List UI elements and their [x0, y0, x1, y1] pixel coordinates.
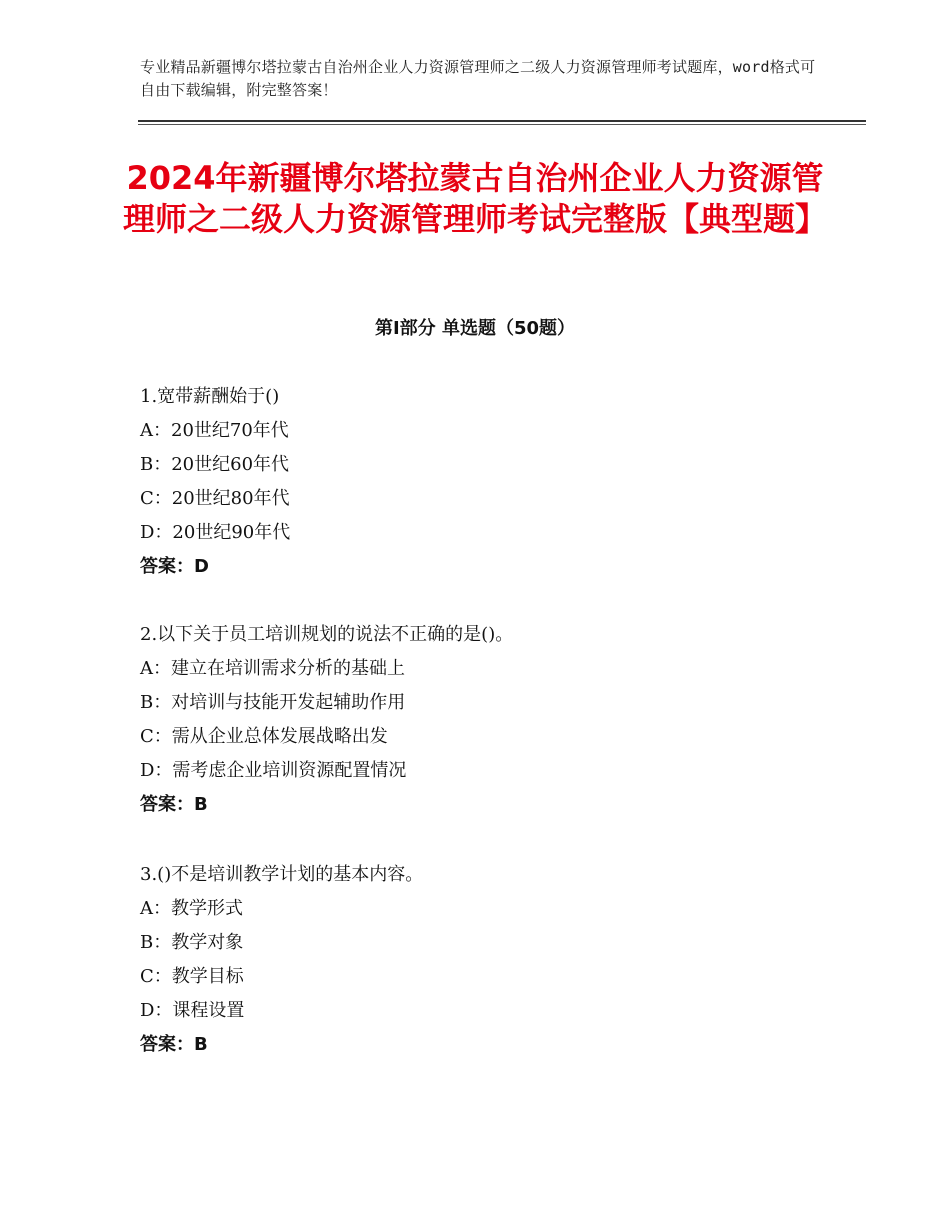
header-divider: [138, 120, 866, 126]
answer: 答案：B: [140, 1034, 208, 1055]
option-b: B：教学对象: [140, 932, 244, 953]
question-stem: 2.以下关于员工培训规划的说法不正确的是()。: [140, 624, 514, 645]
question-stem: 1.宽带薪酬始于(): [140, 386, 280, 407]
answer: 答案：D: [140, 556, 209, 577]
question-3: [140, 858, 840, 1062]
section-title: 第Ⅰ部分 单选题（50题）: [374, 318, 575, 339]
option-a: A：20世纪70年代: [140, 420, 289, 441]
answer: 答案：B: [140, 794, 208, 815]
question-stem: 3.()不是培训教学计划的基本内容。: [140, 864, 424, 885]
document-title: 2024年新疆博尔塔拉蒙古自治州企业人力资源管理师之二级人力资源管理师考试完整版【典型题】: [122, 159, 827, 238]
option-c: C：20世纪80年代: [140, 488, 290, 509]
option-b: B：对培训与技能开发起辅助作用: [140, 692, 406, 713]
option-c: C：需从企业总体发展战略出发: [140, 726, 388, 747]
option-b: B：20世纪60年代: [140, 454, 290, 475]
option-d: D：需考虑企业培训资源配置情况: [140, 760, 407, 781]
header-divider-thick: [138, 120, 866, 122]
question-2: [140, 618, 840, 822]
header-divider-thin: [138, 124, 866, 125]
option-a: A：教学形式: [140, 898, 243, 919]
header-note: 专业精品新疆博尔塔拉蒙古自治州企业人力资源管理师之二级人力资源管理师考试题库，word格式可自由下载编辑，附完整答案！: [140, 58, 816, 99]
option-d: D：20世纪90年代: [140, 522, 291, 543]
option-c: C：教学目标: [140, 966, 244, 987]
option-d: D：课程设置: [140, 1000, 245, 1021]
question-1: [140, 380, 840, 584]
option-a: A：建立在培训需求分析的基础上: [140, 658, 405, 679]
